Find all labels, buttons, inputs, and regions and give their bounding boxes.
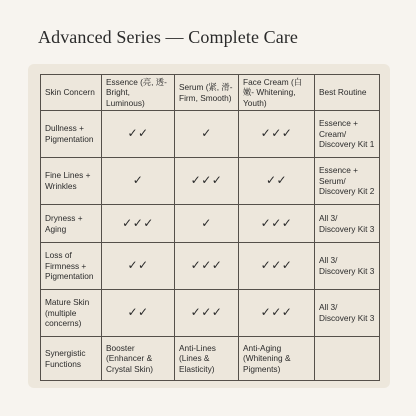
table-row <box>41 158 380 205</box>
cream-rating: ✓✓✓ <box>239 111 315 158</box>
essence-rating: ✓✓ <box>102 290 175 337</box>
table-row <box>41 290 380 337</box>
row-concern: Fine Lines + Wrinkles <box>41 158 102 205</box>
table-row <box>41 243 380 290</box>
cream-rating: ✓✓✓ <box>239 290 315 337</box>
cream-rating: ✓✓✓ <box>239 205 315 243</box>
header-skin-concern: Skin Concern <box>41 75 102 111</box>
essence-rating: ✓✓✓ <box>102 205 175 243</box>
row-concern: Mature Skin (multiple concerns) <box>41 290 102 337</box>
serum-rating: ✓✓✓ <box>175 290 239 337</box>
serum-rating: ✓ <box>175 111 239 158</box>
serum-rating: ✓ <box>175 205 239 243</box>
page-title: Advanced Series — Complete Care <box>38 27 299 47</box>
cream-rating: ✓✓ <box>239 158 315 205</box>
header-essence: Essence (亮, 透- Bright, Luminous) <box>102 75 175 111</box>
header-face-cream: Face Cream (白嫩- Whitening, Youth) <box>239 75 315 111</box>
comparison-table <box>40 74 380 381</box>
row-concern: Loss of Firmness + Pigmentation <box>41 243 102 290</box>
essence-rating: ✓✓ <box>102 243 175 290</box>
serum-rating: ✓✓✓ <box>175 243 239 290</box>
table-row <box>41 111 380 158</box>
synergy-serum: Anti-Lines (Lines & Elasticity) <box>175 337 239 381</box>
best-routine: Essence + Serum/ Discovery Kit 2 <box>315 158 380 205</box>
synergy-label: Synergistic Functions <box>41 337 102 381</box>
best-routine: Essence + Cream/ Discovery Kit 1 <box>315 111 380 158</box>
best-routine: All 3/ Discovery Kit 3 <box>315 243 380 290</box>
header-serum: Serum (紧, 滑- Firm, Smooth) <box>175 75 239 111</box>
essence-rating: ✓✓ <box>102 111 175 158</box>
row-concern: Dullness + Pigmentation <box>41 111 102 158</box>
best-routine: All 3/ Discovery Kit 3 <box>315 205 380 243</box>
synergy-cream: Anti-Aging (Whitening & Pigments) <box>239 337 315 381</box>
row-concern: Dryness + Aging <box>41 205 102 243</box>
synergy-essence: Booster (Enhancer & Crystal Skin) <box>102 337 175 381</box>
cream-rating: ✓✓✓ <box>239 243 315 290</box>
table-row <box>41 205 380 243</box>
table-header-row <box>41 75 380 111</box>
essence-rating: ✓ <box>102 158 175 205</box>
synergy-routine <box>315 337 380 381</box>
header-best-routine: Best Routine <box>315 75 380 111</box>
serum-rating: ✓✓✓ <box>175 158 239 205</box>
best-routine: All 3/ Discovery Kit 3 <box>315 290 380 337</box>
synergy-row <box>41 337 380 381</box>
